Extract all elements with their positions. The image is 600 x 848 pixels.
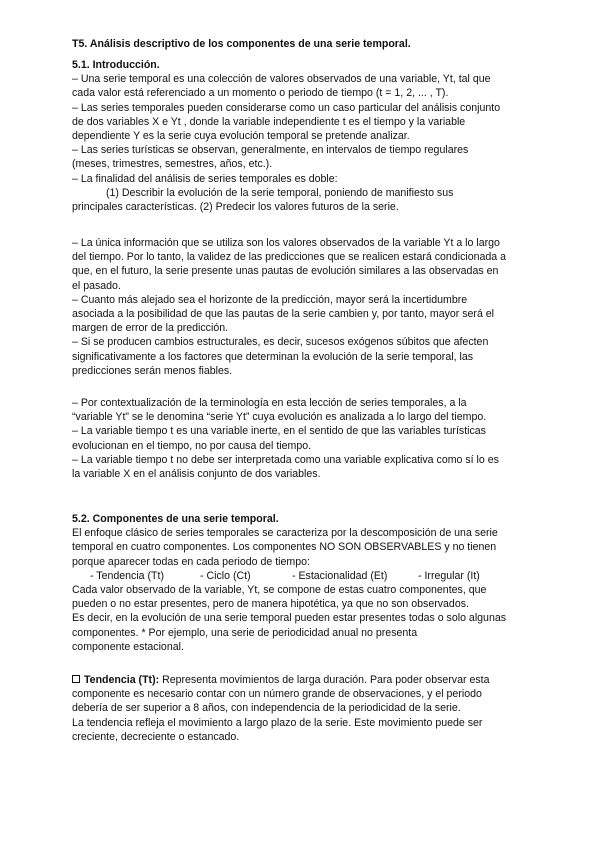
document-title: T5. Análisis descriptivo de los componentes de una serie temporal. — [72, 38, 411, 50]
text-line: El enfoque clásico de series temporales se caracteriza por la descomposición de una serie — [72, 527, 498, 540]
text-line: asociada a la posibilidad de que las pautas de la serie cambien y, por tanto, mayor será el — [72, 308, 495, 321]
text-line: La tendencia refleja el movimiento a largo plazo de la serie. Este movimiento puede ser — [72, 716, 483, 729]
checkbox-bullet-icon — [72, 675, 80, 683]
component-ciclo: - Ciclo (Ct) — [200, 569, 251, 582]
text-line: temporal en cuatro componentes. Los componentes NO SON OBSERVABLES y no tienen — [72, 541, 497, 554]
components-list — [72, 569, 542, 583]
text-line: del tiempo. Por lo tanto, la validez de las predicciones que se realicen estará condicionada a — [72, 251, 507, 264]
text-line: – Las series temporales pueden considerarse como un caso particular del análisis conjunto — [72, 101, 501, 114]
text-line: porque aparecer todas en cada periodo de tiempo: — [72, 555, 310, 568]
section-componentes — [72, 512, 542, 654]
text-line: dependiente Y es la serie cuya evolución temporal se pretende analizar. — [72, 130, 410, 143]
text-line: – Las series turísticas se observan, generalmente, en intervalos de tiempo regulares — [72, 144, 469, 157]
tendencia-text: Representa movimientos de larga duración. Para poder observar esta — [159, 674, 490, 686]
text-line: componentes. * Por ejemplo, una serie de periodicidad anual no presenta — [72, 626, 418, 639]
text-line: debería de ser superior a 8 años, con independencia de la periodicidad de la serie. — [72, 702, 461, 715]
text-line: pueden o no estar presentes, pero de manera hipotética, ya que no son observados. — [72, 598, 469, 611]
section-heading: 5.2. Componentes de una serie temporal. — [72, 513, 279, 525]
text-line: Es decir, en la evolución de una serie temporal pueden estar presentes todas o solo algunas — [72, 612, 507, 625]
section-heading: 5.1. Introducción. — [72, 59, 160, 71]
section-introduccion — [72, 58, 542, 214]
text-line: principales características. (2) Predecir los valores futuros de la serie. — [72, 201, 399, 214]
text-line: – La variable tiempo t no debe ser interpretada como una variable explicativa como sí lo es — [72, 453, 499, 466]
text-line: predicciones serán menos fiables. — [72, 364, 233, 377]
text-line — [72, 673, 542, 687]
component-irregular: - Irregular (It) — [418, 569, 480, 582]
text-line: (meses, trimestres, semestres, años, etc.). — [72, 158, 273, 171]
text-line: Cada valor observado de la variable, Yt, se compone de estas cuatro componentes, que — [72, 584, 487, 596]
text-line: – La variable tiempo t es una variable inerte, en el sentido de que las variables turísticas — [72, 425, 486, 438]
tendencia-label: Tendencia (Tt): — [84, 674, 160, 686]
text-line: – Cuanto más alejado sea el horizonte de la predicción, mayor será la incertidumbre — [72, 293, 468, 306]
text-line: cada valor está referenciado a un momento o periodo de tiempo (t = 1, 2, ... , T). — [72, 87, 449, 100]
text-line: que, en el futuro, la serie presente unas pautas de evolución similares a las observadas en — [72, 265, 499, 278]
text-line: evolucionan en el tiempo, no por causa del tiempo. — [72, 439, 312, 452]
section-tendencia — [72, 673, 542, 744]
paragraph-terminologia — [72, 396, 542, 481]
text-line: la variable X en el análisis conjunto de dos variables. — [72, 468, 321, 481]
text-line: margen de error de la predicción. — [72, 322, 229, 335]
component-tendencia: - Tendencia (Tt) — [90, 569, 164, 582]
text-line: de dos variables X e Yt , donde la variable independiente t es el tiempo y la variable — [72, 115, 466, 128]
text-line: – La finalidad del análisis de series temporales es doble: — [72, 172, 338, 185]
text-line: significativamente a los factores que determinan la evolución de la serie temporal, las — [72, 350, 474, 363]
text-line: (1) Describir la evolución de la serie temporal, poniendo de manifiesto sus — [106, 186, 454, 199]
text-line: – Si se producen cambios estructurales, es decir, sucesos exógenos súbitos que afecten — [72, 336, 489, 349]
text-line: – La única información que se utiliza son los valores observados de la variable Yt a lo largo — [72, 237, 500, 249]
text-line: componente es necesario contar con un número grande de observaciones, y el periodo — [72, 688, 482, 701]
text-line: – Una serie temporal es una colección de valores observados de una variable, Yt, tal que — [72, 73, 491, 86]
text-line: – Por contextualización de la terminología en esta lección de series temporales, a la — [72, 397, 467, 409]
text-line: componente estacional. — [72, 640, 184, 653]
text-line: “variable Yt” se le denomina “serie Yt” cuya evolución es analizada a lo largo del tiempo. — [72, 411, 487, 424]
paragraph-prediccion — [72, 236, 542, 378]
text-line: creciente, decreciente o estancado. — [72, 730, 240, 743]
component-estacionalidad: - Estacionalidad (Et) — [292, 569, 388, 582]
text-line: el pasado. — [72, 279, 121, 292]
